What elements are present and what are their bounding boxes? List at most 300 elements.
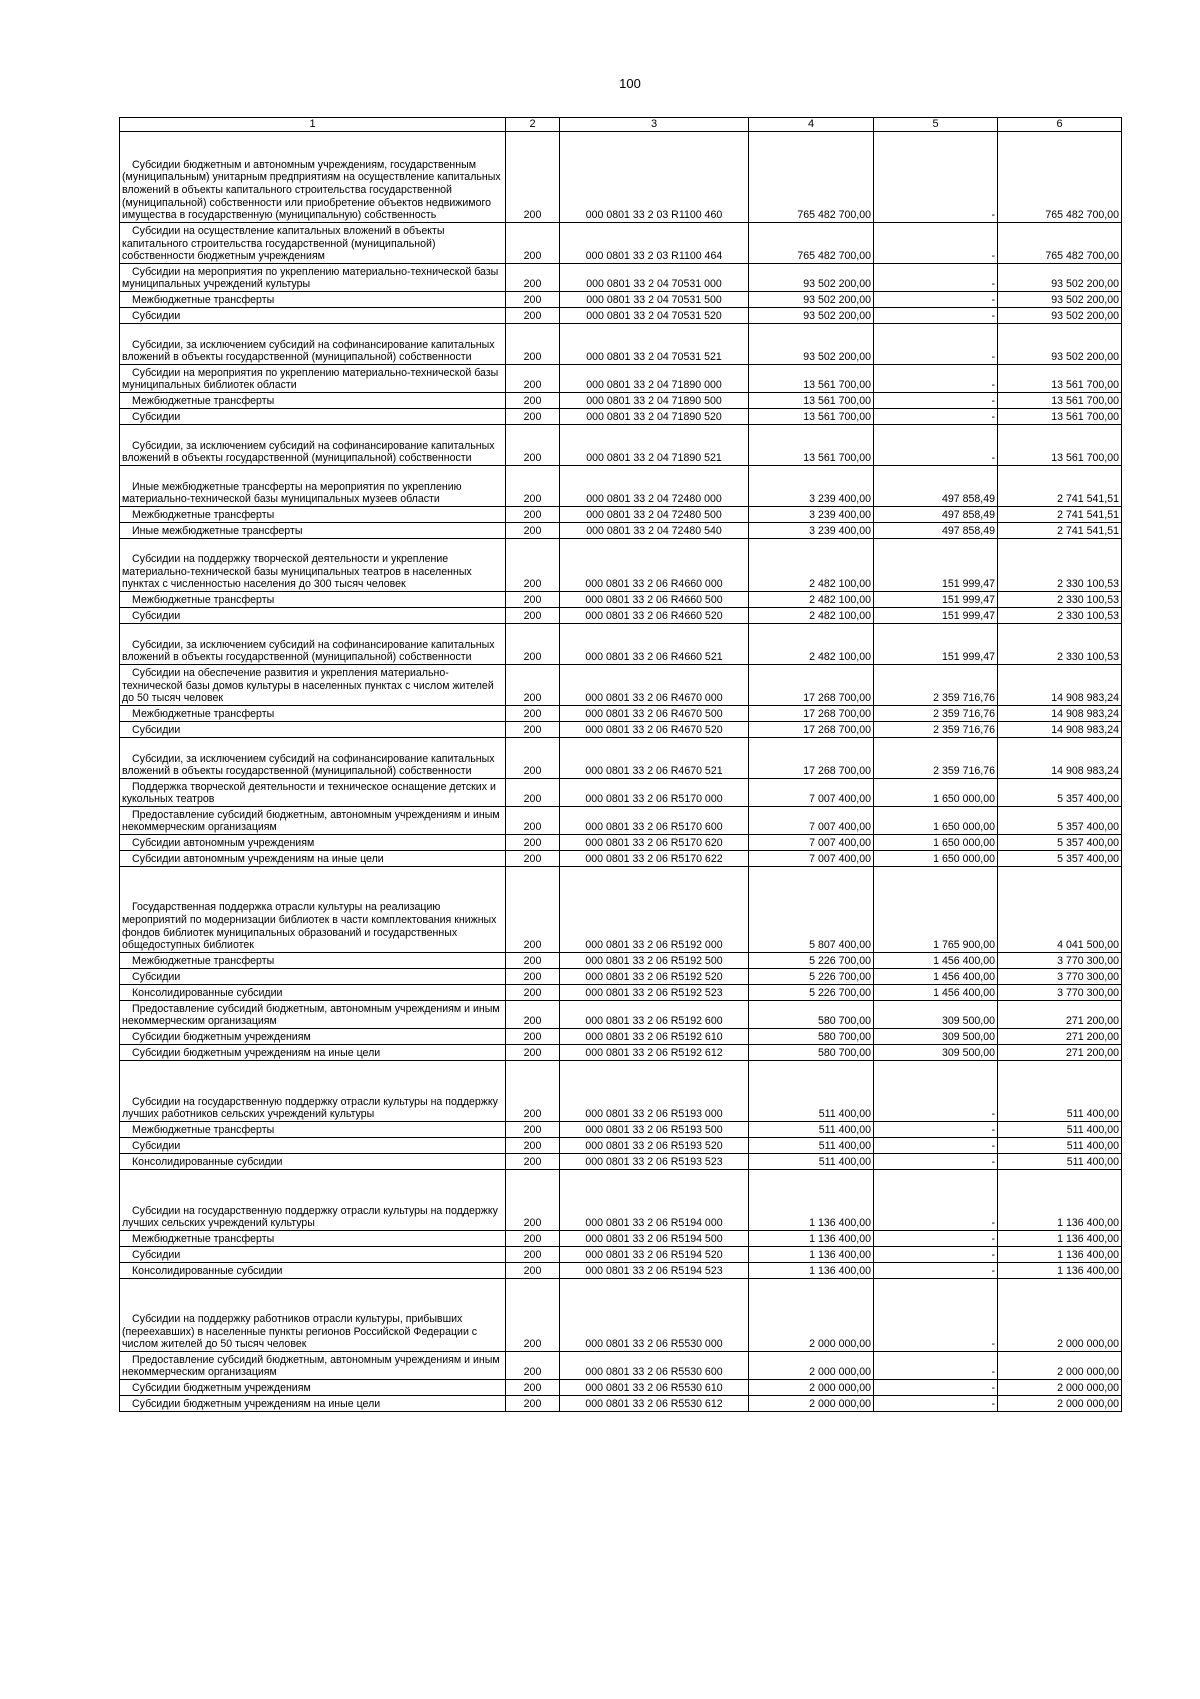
row-name: Субсидии бюджетным учреждениям на иные цели: [132, 1047, 381, 1060]
row-col6: 1 136 400,00: [998, 1231, 1122, 1247]
row-name: Субсидии на осуществление капитальных вложений в объекты капитального строительства государственной (муниципальной) собственности бюджетным учреждениям: [122, 225, 445, 263]
row-code: 000 0801 33 2 06 R5192 600: [560, 1001, 749, 1029]
row-col6: 2 741 541,51: [998, 523, 1122, 539]
table-row: [120, 738, 1122, 779]
row-code: 000 0801 33 2 06 R5192 612: [560, 1045, 749, 1061]
row-col6: 765 482 700,00: [998, 223, 1122, 264]
table-row: [120, 1138, 1122, 1154]
row-code: 000 0801 33 2 03 R1100 460: [560, 132, 749, 223]
row-name-cell: [120, 738, 506, 779]
row-name: Субсидии: [132, 1140, 181, 1153]
row-code: 000 0801 33 2 04 72480 500: [560, 507, 749, 523]
row-gr: 200: [506, 1029, 560, 1045]
row-col4: 2 000 000,00: [749, 1396, 874, 1412]
row-name-cell: [120, 1263, 506, 1279]
row-name-cell: [120, 292, 506, 308]
row-col4: 580 700,00: [749, 1001, 874, 1029]
row-code: 000 0801 33 2 06 R4660 000: [560, 539, 749, 592]
row-col4: 580 700,00: [749, 1045, 874, 1061]
row-col5: 151 999,47: [874, 624, 998, 665]
row-col6: 2 330 100,53: [998, 624, 1122, 665]
row-code: 000 0801 33 2 06 R5192 000: [560, 867, 749, 953]
row-col6: 2 000 000,00: [998, 1380, 1122, 1396]
row-col4: 2 482 100,00: [749, 539, 874, 592]
row-code: 000 0801 33 2 04 71890 520: [560, 409, 749, 425]
row-col6: 511 400,00: [998, 1138, 1122, 1154]
table-row: [120, 264, 1122, 292]
row-name-cell: [120, 1380, 506, 1396]
row-name: Межбюджетные трансферты: [132, 955, 275, 968]
row-gr: 200: [506, 985, 560, 1001]
table-row: [120, 1231, 1122, 1247]
row-gr: 200: [506, 1061, 560, 1122]
row-name-cell: [120, 393, 506, 409]
row-col6: 13 561 700,00: [998, 425, 1122, 466]
row-name-cell: [120, 1029, 506, 1045]
row-name-cell: [120, 1045, 506, 1061]
row-gr: 200: [506, 592, 560, 608]
row-col5: -: [874, 393, 998, 409]
row-col4: 17 268 700,00: [749, 738, 874, 779]
row-code: 000 0801 33 2 06 R5193 500: [560, 1122, 749, 1138]
row-name-cell: [120, 1352, 506, 1380]
row-name: Субсидии: [132, 310, 181, 323]
table-row: [120, 608, 1122, 624]
page-number: 100: [619, 76, 641, 91]
row-col6: 1 136 400,00: [998, 1170, 1122, 1231]
row-name-cell: [120, 969, 506, 985]
row-col4: 1 136 400,00: [749, 1170, 874, 1231]
row-col5: 2 359 716,76: [874, 706, 998, 722]
table-row: [120, 324, 1122, 365]
table-row: [120, 523, 1122, 539]
row-name: Субсидии: [132, 1249, 181, 1262]
row-name-cell: [120, 706, 506, 722]
row-code: 000 0801 33 2 06 R4660 520: [560, 608, 749, 624]
row-col4: 17 268 700,00: [749, 665, 874, 706]
row-col4: 2 482 100,00: [749, 624, 874, 665]
table-row: [120, 624, 1122, 665]
row-col5: 1 456 400,00: [874, 969, 998, 985]
row-name: Субсидии, за исключением субсидий на софинансирование капитальных вложений в объекты государственной (муниципальной) собственности: [122, 439, 495, 465]
row-gr: 200: [506, 1122, 560, 1138]
row-code: 000 0801 33 2 06 R5192 520: [560, 969, 749, 985]
row-code: 000 0801 33 2 06 R5170 620: [560, 835, 749, 851]
row-col6: 1 136 400,00: [998, 1247, 1122, 1263]
row-col4: 2 000 000,00: [749, 1352, 874, 1380]
row-col6: 2 741 541,51: [998, 507, 1122, 523]
row-gr: 200: [506, 1170, 560, 1231]
row-col4: 511 400,00: [749, 1122, 874, 1138]
row-col6: 511 400,00: [998, 1154, 1122, 1170]
row-code: 000 0801 33 2 04 70531 000: [560, 264, 749, 292]
row-name: Межбюджетные трансферты: [132, 395, 275, 408]
row-name-cell: [120, 807, 506, 835]
row-col6: 5 357 400,00: [998, 835, 1122, 851]
row-col6: 2 000 000,00: [998, 1396, 1122, 1412]
row-gr: 200: [506, 1352, 560, 1380]
row-name: Предоставление субсидий бюджетным, автономным учреждениям и иным некоммерческим организациям: [122, 1002, 500, 1028]
row-col5: 1 650 000,00: [874, 779, 998, 807]
row-gr: 200: [506, 1001, 560, 1029]
row-col6: 14 908 983,24: [998, 722, 1122, 738]
row-gr: 200: [506, 539, 560, 592]
row-col5: 497 858,49: [874, 523, 998, 539]
table-header-row: [120, 118, 1122, 132]
row-col4: 5 807 400,00: [749, 867, 874, 953]
row-code: 000 0801 33 2 06 R4660 521: [560, 624, 749, 665]
row-col4: 3 239 400,00: [749, 523, 874, 539]
row-col6: 93 502 200,00: [998, 292, 1122, 308]
row-name: Субсидии бюджетным и автономным учреждениям, государственным (муниципальным) унитарным предприятиям на осуществление капитальных вложений в объекты капитального строительства государственной (муниципальной) собственности или приобретение объектов недвижимого имущества в государственную (муниципальную) собственность: [122, 158, 501, 222]
table-row: [120, 466, 1122, 507]
row-code: 000 0801 33 2 04 70531 520: [560, 308, 749, 324]
row-col6: 2 330 100,53: [998, 592, 1122, 608]
row-gr: 200: [506, 132, 560, 223]
row-name: Иные межбюджетные трансферты на мероприятия по укреплению материально-технической базы муниципальных музеев области: [122, 480, 462, 506]
row-gr: 200: [506, 264, 560, 292]
row-col5: 1 650 000,00: [874, 807, 998, 835]
row-col6: 511 400,00: [998, 1061, 1122, 1122]
row-gr: 200: [506, 738, 560, 779]
row-code: 000 0801 33 2 03 R1100 464: [560, 223, 749, 264]
row-gr: 200: [506, 523, 560, 539]
row-col5: 309 500,00: [874, 1045, 998, 1061]
row-name-cell: [120, 1170, 506, 1231]
row-col5: -: [874, 1396, 998, 1412]
row-code: 000 0801 33 2 06 R4670 500: [560, 706, 749, 722]
row-gr: 200: [506, 969, 560, 985]
row-name-cell: [120, 365, 506, 393]
row-col6: 5 357 400,00: [998, 851, 1122, 867]
row-name: Межбюджетные трансферты: [132, 1233, 275, 1246]
row-code: 000 0801 33 2 04 71890 521: [560, 425, 749, 466]
table-row: [120, 851, 1122, 867]
row-code: 000 0801 33 2 06 R5194 000: [560, 1170, 749, 1231]
table-row: [120, 1396, 1122, 1412]
row-col4: 765 482 700,00: [749, 132, 874, 223]
row-name: Субсидии, за исключением субсидий на софинансирование капитальных вложений в объекты государственной (муниципальной) собственности: [122, 752, 495, 778]
row-code: 000 0801 33 2 06 R5194 500: [560, 1231, 749, 1247]
row-gr: 200: [506, 1247, 560, 1263]
row-col6: 5 357 400,00: [998, 779, 1122, 807]
row-col5: -: [874, 1138, 998, 1154]
row-col5: -: [874, 1122, 998, 1138]
row-name-cell: [120, 722, 506, 738]
row-gr: 200: [506, 324, 560, 365]
row-name: Консолидированные субсидии: [132, 1265, 283, 1278]
table-row: [120, 1352, 1122, 1380]
row-name-cell: [120, 1396, 506, 1412]
row-gr: 200: [506, 1263, 560, 1279]
row-name-cell: [120, 539, 506, 592]
row-col6: 511 400,00: [998, 1122, 1122, 1138]
row-name-cell: [120, 466, 506, 507]
row-gr: 200: [506, 779, 560, 807]
row-name: Субсидии на государственную поддержку отрасли культуры на поддержку лучших сельских учреждений культуры: [122, 1204, 498, 1230]
table-row: [120, 409, 1122, 425]
row-col6: 5 357 400,00: [998, 807, 1122, 835]
row-code: 000 0801 33 2 04 72480 000: [560, 466, 749, 507]
row-col4: 3 239 400,00: [749, 466, 874, 507]
table-row: [120, 1122, 1122, 1138]
row-col6: 2 000 000,00: [998, 1279, 1122, 1352]
table-row: [120, 969, 1122, 985]
row-col5: -: [874, 292, 998, 308]
row-name-cell: [120, 1001, 506, 1029]
row-name-cell: [120, 592, 506, 608]
table-row: [120, 425, 1122, 466]
row-name-cell: [120, 523, 506, 539]
row-gr: 200: [506, 807, 560, 835]
table-row: [120, 507, 1122, 523]
row-col5: 1 456 400,00: [874, 985, 998, 1001]
row-col6: 765 482 700,00: [998, 132, 1122, 223]
row-col6: 13 561 700,00: [998, 393, 1122, 409]
row-name: Межбюджетные трансферты: [132, 594, 275, 607]
row-col5: -: [874, 1263, 998, 1279]
row-col4: 13 561 700,00: [749, 409, 874, 425]
row-name-cell: [120, 223, 506, 264]
row-gr: 200: [506, 223, 560, 264]
row-col4: 1 136 400,00: [749, 1263, 874, 1279]
row-col6: 14 908 983,24: [998, 665, 1122, 706]
row-col6: 3 770 300,00: [998, 953, 1122, 969]
row-col4: 765 482 700,00: [749, 223, 874, 264]
table-row: [120, 835, 1122, 851]
row-name-cell: [120, 1154, 506, 1170]
table-row: [120, 953, 1122, 969]
row-col4: 511 400,00: [749, 1138, 874, 1154]
row-col5: -: [874, 1231, 998, 1247]
row-code: 000 0801 33 2 06 R5192 523: [560, 985, 749, 1001]
table-row: [120, 706, 1122, 722]
row-code: 000 0801 33 2 06 R5530 612: [560, 1396, 749, 1412]
row-col5: -: [874, 1352, 998, 1380]
row-col4: 1 136 400,00: [749, 1231, 874, 1247]
row-code: 000 0801 33 2 04 71890 500: [560, 393, 749, 409]
row-gr: 200: [506, 835, 560, 851]
table-row: [120, 722, 1122, 738]
row-name-cell: [120, 425, 506, 466]
row-gr: 200: [506, 722, 560, 738]
row-code: 000 0801 33 2 06 R5193 000: [560, 1061, 749, 1122]
row-col4: 93 502 200,00: [749, 308, 874, 324]
row-gr: 200: [506, 308, 560, 324]
row-code: 000 0801 33 2 04 71890 000: [560, 365, 749, 393]
row-name-cell: [120, 985, 506, 1001]
row-name-cell: [120, 132, 506, 223]
table-row: [120, 539, 1122, 592]
row-col6: 93 502 200,00: [998, 308, 1122, 324]
row-gr: 200: [506, 365, 560, 393]
row-name-cell: [120, 1247, 506, 1263]
row-name-cell: [120, 835, 506, 851]
row-gr: 200: [506, 1154, 560, 1170]
row-name: Поддержка творческой деятельности и техническое оснащение детских и кукольных театров: [122, 780, 496, 806]
row-col5: 2 359 716,76: [874, 665, 998, 706]
row-col6: 3 770 300,00: [998, 969, 1122, 985]
row-name: Субсидии на мероприятия по укреплению материально-технической базы муниципальных учреждений культуры: [122, 265, 499, 291]
row-name-cell: [120, 507, 506, 523]
row-col4: 7 007 400,00: [749, 835, 874, 851]
row-col5: 1 650 000,00: [874, 835, 998, 851]
row-col5: -: [874, 324, 998, 365]
row-col4: 2 482 100,00: [749, 592, 874, 608]
row-col5: -: [874, 1247, 998, 1263]
row-code: 000 0801 33 2 06 R4670 521: [560, 738, 749, 779]
row-col5: -: [874, 409, 998, 425]
table-row: [120, 132, 1122, 223]
row-col4: 17 268 700,00: [749, 706, 874, 722]
row-gr: 200: [506, 953, 560, 969]
row-gr: 200: [506, 867, 560, 953]
table-row: [120, 1045, 1122, 1061]
row-col4: 5 226 700,00: [749, 985, 874, 1001]
row-col5: 1 765 900,00: [874, 867, 998, 953]
row-col4: 7 007 400,00: [749, 851, 874, 867]
table-row: [120, 1061, 1122, 1122]
row-name-cell: [120, 308, 506, 324]
row-name: Предоставление субсидий бюджетным, автономным учреждениям и иным некоммерческим организациям: [122, 1353, 500, 1379]
row-name: Субсидии на поддержку работников отрасли культуры, прибывших (переехавших) в населенные пункты регионов Российской Федерации с числом жителей до 50 тысяч человек: [122, 1313, 478, 1351]
column-header-2: 2: [506, 118, 560, 132]
row-code: 000 0801 33 2 06 R5530 000: [560, 1279, 749, 1352]
row-col6: 2 330 100,53: [998, 539, 1122, 592]
row-col5: -: [874, 223, 998, 264]
table-row: [120, 592, 1122, 608]
row-col4: 13 561 700,00: [749, 365, 874, 393]
row-col4: 511 400,00: [749, 1061, 874, 1122]
row-col5: 151 999,47: [874, 539, 998, 592]
row-col4: 93 502 200,00: [749, 324, 874, 365]
row-col4: 7 007 400,00: [749, 807, 874, 835]
row-gr: 200: [506, 706, 560, 722]
row-code: 000 0801 33 2 06 R5530 610: [560, 1380, 749, 1396]
row-col6: 4 041 500,00: [998, 867, 1122, 953]
row-name: Субсидии, за исключением субсидий на софинансирование капитальных вложений в объекты государственной (муниципальной) собственности: [122, 638, 495, 664]
table-row: [120, 867, 1122, 953]
table-row: [120, 1001, 1122, 1029]
row-col6: 1 136 400,00: [998, 1263, 1122, 1279]
row-col4: 17 268 700,00: [749, 722, 874, 738]
row-col5: -: [874, 308, 998, 324]
row-col5: -: [874, 1154, 998, 1170]
table-row: [120, 223, 1122, 264]
row-code: 000 0801 33 2 06 R5530 600: [560, 1352, 749, 1380]
row-name-cell: [120, 953, 506, 969]
row-name: Субсидии на обеспечение развития и укрепления материально-технической базы домов культуры в населенных пунктах с числом жителей до 50 тысяч человек: [122, 667, 494, 705]
row-name: Межбюджетные трансферты: [132, 1124, 275, 1137]
row-gr: 200: [506, 1279, 560, 1352]
row-col6: 2 741 541,51: [998, 466, 1122, 507]
row-col5: -: [874, 1170, 998, 1231]
row-name-cell: [120, 1231, 506, 1247]
row-name-cell: [120, 624, 506, 665]
row-name: Межбюджетные трансферты: [132, 294, 275, 307]
table-row: [120, 393, 1122, 409]
row-gr: 200: [506, 409, 560, 425]
row-name: Субсидии, за исключением субсидий на софинансирование капитальных вложений в объекты государственной (муниципальной) собственности: [122, 338, 495, 364]
row-gr: 200: [506, 1396, 560, 1412]
row-col5: -: [874, 425, 998, 466]
row-name: Межбюджетные трансферты: [132, 509, 275, 522]
row-code: 000 0801 33 2 04 70531 521: [560, 324, 749, 365]
row-col5: -: [874, 264, 998, 292]
row-col4: 7 007 400,00: [749, 779, 874, 807]
table-row: [120, 665, 1122, 706]
row-name-cell: [120, 1061, 506, 1122]
table-row: [120, 365, 1122, 393]
row-col6: 93 502 200,00: [998, 324, 1122, 365]
column-header-5: 5: [874, 118, 998, 132]
row-name-cell: [120, 779, 506, 807]
table-row: [120, 1029, 1122, 1045]
row-name: Межбюджетные трансферты: [132, 708, 275, 721]
row-col5: 151 999,47: [874, 608, 998, 624]
row-gr: 200: [506, 665, 560, 706]
row-col4: 580 700,00: [749, 1029, 874, 1045]
table-row: [120, 1170, 1122, 1231]
row-name: Иные межбюджетные трансферты: [132, 525, 303, 538]
row-gr: 200: [506, 393, 560, 409]
table-row: [120, 1247, 1122, 1263]
row-code: 000 0801 33 2 06 R4660 500: [560, 592, 749, 608]
row-col5: 1 650 000,00: [874, 851, 998, 867]
row-code: 000 0801 33 2 06 R5193 523: [560, 1154, 749, 1170]
row-col4: 2 000 000,00: [749, 1279, 874, 1352]
row-col5: 309 500,00: [874, 1029, 998, 1045]
column-header-4: 4: [749, 118, 874, 132]
row-name-cell: [120, 1122, 506, 1138]
row-code: 000 0801 33 2 06 R5170 622: [560, 851, 749, 867]
row-name: Субсидии автономным учреждениям на иные цели: [132, 853, 384, 866]
row-col5: 2 359 716,76: [874, 722, 998, 738]
row-code: 000 0801 33 2 06 R5193 520: [560, 1138, 749, 1154]
row-name: Консолидированные субсидии: [132, 987, 283, 1000]
table-row: [120, 1279, 1122, 1352]
row-col6: 14 908 983,24: [998, 706, 1122, 722]
row-col5: 1 456 400,00: [874, 953, 998, 969]
row-col5: -: [874, 1279, 998, 1352]
row-col4: 13 561 700,00: [749, 425, 874, 466]
row-col6: 14 908 983,24: [998, 738, 1122, 779]
column-header-3: 3: [560, 118, 749, 132]
row-code: 000 0801 33 2 04 70531 500: [560, 292, 749, 308]
row-col6: 13 561 700,00: [998, 409, 1122, 425]
row-col5: -: [874, 365, 998, 393]
row-name-cell: [120, 1279, 506, 1352]
row-col4: 13 561 700,00: [749, 393, 874, 409]
table-row: [120, 779, 1122, 807]
row-col4: 2 000 000,00: [749, 1380, 874, 1396]
column-header-6: 6: [998, 118, 1122, 132]
row-name: Субсидии автономным учреждениям: [132, 837, 315, 850]
row-col4: 3 239 400,00: [749, 507, 874, 523]
table-row: [120, 1380, 1122, 1396]
row-code: 000 0801 33 2 06 R5192 500: [560, 953, 749, 969]
row-gr: 200: [506, 1380, 560, 1396]
row-gr: 200: [506, 624, 560, 665]
row-code: 000 0801 33 2 06 R5194 523: [560, 1263, 749, 1279]
row-name: Субсидии: [132, 971, 181, 984]
row-name: Предоставление субсидий бюджетным, автономным учреждениям и иным некоммерческим организациям: [122, 808, 500, 834]
table-row: [120, 308, 1122, 324]
row-col5: 2 359 716,76: [874, 738, 998, 779]
row-name-cell: [120, 1138, 506, 1154]
row-name: Субсидии: [132, 724, 181, 737]
row-gr: 200: [506, 1045, 560, 1061]
